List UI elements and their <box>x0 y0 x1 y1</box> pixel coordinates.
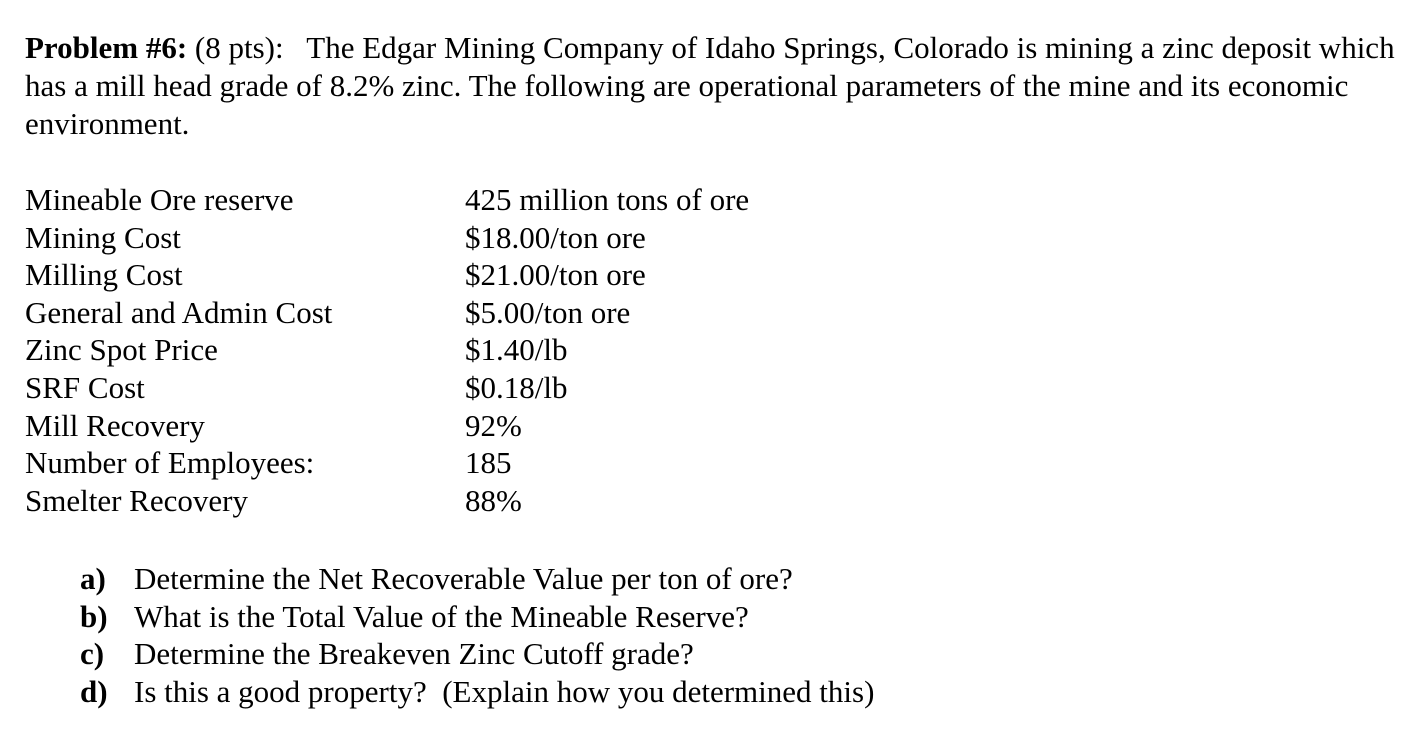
parameter-name: Zinc Spot Price <box>25 332 218 368</box>
parameter-value: 88% <box>465 482 522 518</box>
parameter-name: Smelter Recovery <box>25 482 248 518</box>
parameter-name: Mining Cost <box>25 219 181 255</box>
parameter-name: Mineable Ore reserve <box>25 182 294 217</box>
question-letter: d) <box>80 673 108 709</box>
problem-text: (8 pts): The Edgar Mining Company of Idaho Springs, Colorado is mining a zinc deposit which has a mill head grade of 8.2% zinc. The following are operational parameters of the mine and its economic environment. <box>25 30 1403 141</box>
parameter-value: 92% <box>465 407 522 443</box>
parameter-row <box>25 294 925 332</box>
parameter-name: Mill Recovery <box>25 407 205 443</box>
parameters-table <box>25 181 925 519</box>
parameter-row <box>25 407 925 445</box>
question-letter: a) <box>80 561 106 596</box>
parameter-row <box>25 256 925 294</box>
parameter-name: Number of Employees: <box>25 445 315 481</box>
question-text: Is this a good property? (Explain how you determined this) <box>134 673 875 709</box>
parameter-name: General and Admin Cost <box>25 294 333 330</box>
parameter-name: Milling Cost <box>25 257 183 293</box>
parameter-value: 425 million tons of ore <box>465 182 750 217</box>
parameter-value: $18.00/ton ore <box>465 219 646 255</box>
parameter-row <box>25 482 925 520</box>
problem-label: Problem #6: <box>25 30 188 65</box>
parameter-value: $21.00/ton ore <box>465 257 646 293</box>
parameter-value: 185 <box>465 445 512 481</box>
parameter-row <box>25 331 925 369</box>
problem-statement <box>25 29 1403 143</box>
question-text: Determine the Breakeven Zinc Cutoff grade? <box>134 636 694 672</box>
parameter-name: SRF Cost <box>25 369 145 405</box>
parameter-row <box>25 219 925 257</box>
question-text: Determine the Net Recoverable Value per ton of ore? <box>134 561 793 596</box>
parameter-value: $0.18/lb <box>465 369 568 405</box>
parameter-value: $5.00/ton ore <box>465 294 631 330</box>
parameter-row <box>25 369 925 407</box>
parameter-value: $1.40/lb <box>465 332 568 368</box>
parameter-row <box>25 444 925 482</box>
question-letter: b) <box>80 598 108 634</box>
parameter-row <box>25 181 925 219</box>
question-text: What is the Total Value of the Mineable Reserve? <box>134 598 749 634</box>
question-letter: c) <box>80 636 105 672</box>
